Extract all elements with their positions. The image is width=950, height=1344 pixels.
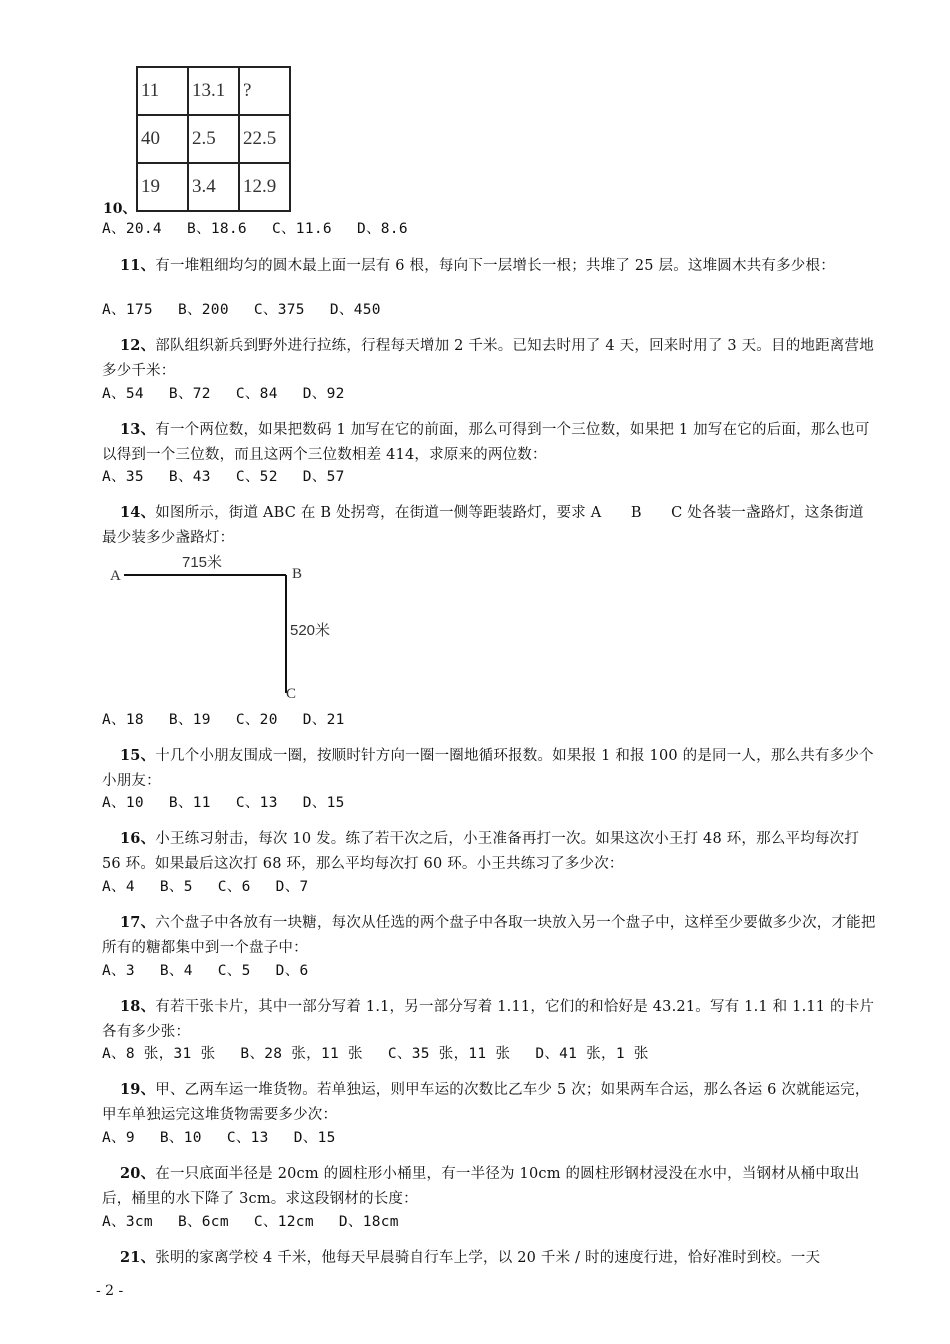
option-a: A、8 张，31 张 xyxy=(102,1046,216,1062)
question-12-number: 12、 xyxy=(120,337,156,354)
question-17-number: 17、 xyxy=(120,914,156,931)
question-13 xyxy=(102,417,877,468)
option-b: B、11 xyxy=(168,795,211,811)
question-16-text: 小王练习射击，每次 10 发。练了若干次之后，小王准备再打一次。如果这次小王打 48 环，那么平均每次打 56 环。如果最后这次打 68 环，那么平均每次打 60 环。小王共练习了多少次： xyxy=(102,831,860,872)
option-d: D、15 xyxy=(293,1130,336,1146)
question-20-number: 20、 xyxy=(120,1165,156,1182)
grid-cell: 2.5 xyxy=(188,115,239,163)
option-a: A、175 xyxy=(102,302,153,318)
option-d: D、41 张，1 张 xyxy=(535,1046,649,1062)
grid-cell: 22.5 xyxy=(239,115,290,163)
grid-cell: 3.4 xyxy=(188,163,239,211)
question-12-text: 部队组织新兵到野外进行拉练，行程每天增加 2 千米。已知去时用了 4 天，回来时用了 3 天。目的地距离营地多少千米： xyxy=(102,338,874,379)
question-19 xyxy=(102,1077,877,1128)
question-21-number: 21、 xyxy=(120,1249,156,1266)
bc-length-label: 520米 xyxy=(290,622,331,639)
option-b: B、4 xyxy=(159,963,193,979)
question-20-text: 在一只底面半径是 20cm 的圆柱形小桶里，有一半径为 10cm 的圆柱形钢材浸没在水中，当钢材从桶中取出后，桶里的水下降了 3cm。求这段钢材的长度： xyxy=(102,1166,860,1207)
option-b: B、200 xyxy=(177,302,229,318)
question-11-text: 有一堆粗细均匀的圆木最上面一层有 6 根，每向下一层增长一根；共堆了 25 层。这堆圆木共有多少根： xyxy=(155,258,835,274)
option-c: C、84 xyxy=(235,386,278,402)
option-d: D、8.6 xyxy=(356,221,408,237)
question-18-options xyxy=(102,1042,665,1063)
option-c: C、12cm xyxy=(253,1214,314,1230)
question-19-options xyxy=(102,1126,352,1147)
question-12 xyxy=(102,333,877,384)
option-b: B、5 xyxy=(159,879,193,895)
question-15-text: 十几个小朋友围成一圈，按顺时针方向一圈一圈地循环报数。如果报 1 和报 100 的是同一人，那么共有多少个小朋友： xyxy=(102,748,874,789)
option-d: D、450 xyxy=(329,302,381,318)
option-b: B、43 xyxy=(168,469,211,485)
grid-cell: ? xyxy=(239,67,290,115)
option-c: C、13 xyxy=(235,795,278,811)
question-19-number: 19、 xyxy=(120,1081,156,1098)
question-19-text: 甲、乙两车运一堆货物。若单独运，则甲车运的次数比乙车少 5 次；如果两车合运，那么各运 6 次就能运完，甲车单独运完这堆货物需要多少次： xyxy=(102,1082,870,1123)
option-c: C、13 xyxy=(226,1130,269,1146)
option-b: B、19 xyxy=(168,712,211,728)
option-c: C、20 xyxy=(235,712,278,728)
option-c: C、11.6 xyxy=(271,221,332,237)
option-b: B、10 xyxy=(159,1130,202,1146)
number-grid xyxy=(136,66,291,212)
option-a: A、9 xyxy=(102,1130,135,1146)
question-20 xyxy=(102,1161,877,1212)
option-d: D、92 xyxy=(302,386,345,402)
option-a: A、3 xyxy=(102,963,135,979)
question-15-options xyxy=(102,791,361,812)
option-b: B、28 张，11 张 xyxy=(240,1046,363,1062)
option-a: A、4 xyxy=(102,879,135,895)
option-a: A、35 xyxy=(102,469,144,485)
question-13-options xyxy=(102,465,361,486)
option-c: C、6 xyxy=(217,879,251,895)
question-17 xyxy=(102,910,877,961)
grid-cell: 40 xyxy=(137,115,188,163)
grid-cell: 13.1 xyxy=(188,67,239,115)
question-14-number: 14、 xyxy=(120,504,156,521)
question-16 xyxy=(102,826,877,877)
question-12-options xyxy=(102,382,361,403)
question-18 xyxy=(102,994,877,1045)
question-14-text: 如图所示，街道 ABC 在 B 处拐弯，在街道一侧等距装路灯，要求 A B C 处各装一盏路灯，这条街道最少装多少盏路灯： xyxy=(102,505,864,546)
question-18-number: 18、 xyxy=(120,998,156,1015)
option-b: B、6cm xyxy=(177,1214,229,1230)
grid-cell: 19 xyxy=(137,163,188,211)
question-11-number: 11、 xyxy=(120,257,156,274)
option-b: B、18.6 xyxy=(186,221,247,237)
question-15 xyxy=(102,743,877,794)
option-a: A、10 xyxy=(102,795,144,811)
option-c: C、35 张，11 张 xyxy=(387,1046,511,1062)
question-17-text: 六个盘子中各放有一块糖，每次从任选的两个盘子中各取一块放入另一个盘子中，这样至少要做多少次，才能把所有的糖都集中到一个盘子中： xyxy=(102,915,876,956)
page-number: - 2 - xyxy=(96,1283,124,1299)
option-c: C、375 xyxy=(253,302,305,318)
ab-length-label: 715米 xyxy=(182,554,223,571)
question-18-text: 有若干张卡片，其中一部分写着 1.1，另一部分写着 1.11，它们的和恰好是 43.21。写有 1.1 和 1.11 的卡片各有多少张： xyxy=(102,999,875,1040)
option-d: D、18cm xyxy=(338,1214,399,1230)
option-b: B、72 xyxy=(168,386,211,402)
question-16-options xyxy=(102,875,325,896)
option-d: D、6 xyxy=(275,963,309,979)
question-17-options xyxy=(102,959,325,980)
question-14-options xyxy=(102,708,361,729)
option-d: D、21 xyxy=(302,712,345,728)
option-c: C、52 xyxy=(235,469,278,485)
option-d: D、57 xyxy=(302,469,345,485)
grid-cell: 11 xyxy=(137,67,188,115)
question-13-number: 13、 xyxy=(120,421,156,438)
point-a-label: A xyxy=(110,568,121,584)
option-d: D、7 xyxy=(275,879,309,895)
question-11 xyxy=(102,253,877,279)
question-20-options xyxy=(102,1210,415,1231)
question-21 xyxy=(102,1245,892,1271)
question-14 xyxy=(102,500,877,551)
question-16-number: 16、 xyxy=(120,830,156,847)
option-a: A、18 xyxy=(102,712,144,728)
street-diagram xyxy=(100,548,360,708)
question-10-options xyxy=(102,217,424,238)
point-c-label: C xyxy=(286,686,297,702)
question-10-number: 10、 xyxy=(103,201,137,217)
point-b-label: B xyxy=(292,566,303,582)
question-11-options xyxy=(102,298,397,319)
question-15-number: 15、 xyxy=(120,747,156,764)
option-d: D、15 xyxy=(302,795,345,811)
option-a: A、20.4 xyxy=(102,221,162,237)
option-c: C、5 xyxy=(217,963,251,979)
option-a: A、54 xyxy=(102,386,144,402)
question-13-text: 有一个两位数，如果把数码 1 加写在它的前面，那么可得到一个三位数，如果把 1 加写在它的后面，那么也可以得到一个三位数，而且这两个三位数相差 414，求原来的两位数： xyxy=(102,422,870,463)
grid-cell: 12.9 xyxy=(239,163,290,211)
question-21-text: 张明的家离学校 4 千米，他每天早晨骑自行车上学，以 20 千米 / 时的速度行进，恰好准时到校。一天 xyxy=(155,1250,821,1266)
option-a: A、3cm xyxy=(102,1214,153,1230)
